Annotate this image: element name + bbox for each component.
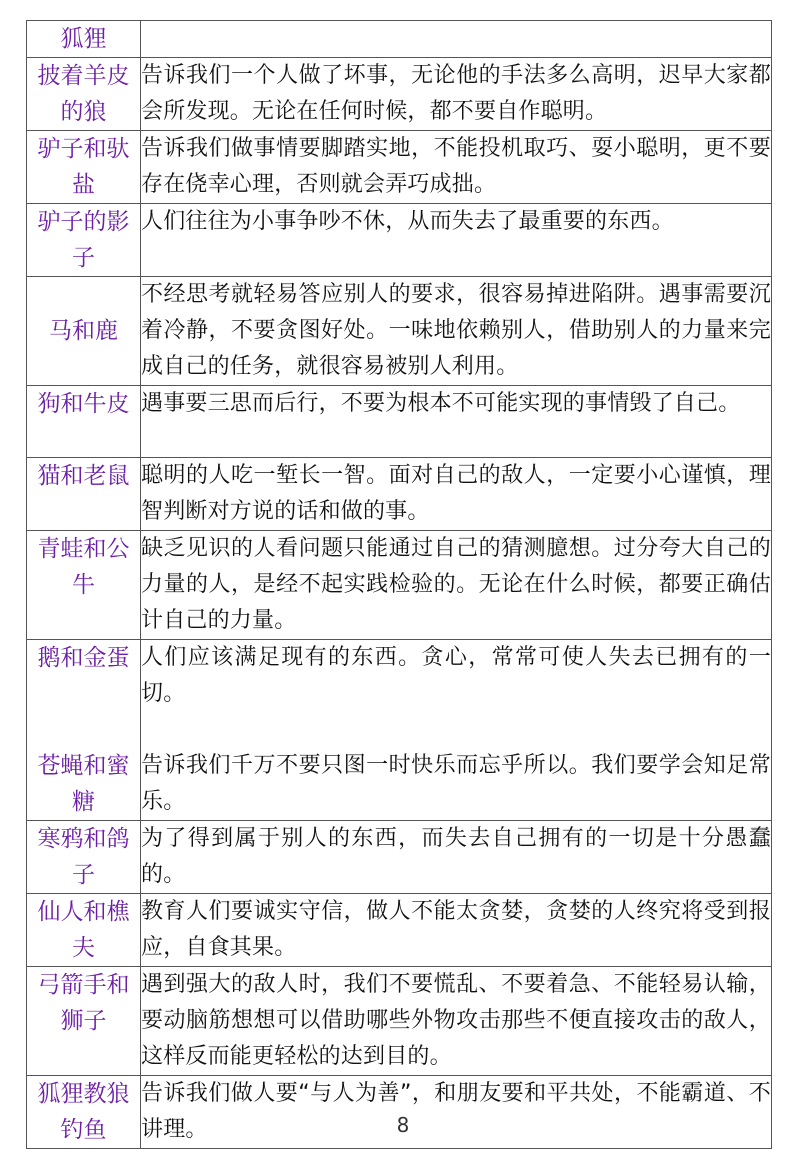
fable-title: 披着羊皮的狼: [27, 58, 141, 131]
table-row: [27, 204, 772, 277]
fable-moral: 聪明的人吃一堑长一智。面对自己的敌人，一定要小心谨慎，理智判断对方说的话和做的事。: [141, 458, 772, 531]
table-row: [27, 131, 772, 204]
fable-title: 狐狸: [27, 21, 141, 58]
fable-moral: 人们应该满足现有的东西。贪心，常常可使人失去已拥有的一切。: [141, 645, 771, 706]
fable-moral: 为了得到属于别人的东西，而失去自己拥有的一切是十分愚蠢的。: [141, 821, 772, 894]
fable-title: 驴子的影子: [27, 204, 141, 277]
table-row: [27, 531, 772, 640]
spacer: [141, 712, 771, 748]
fable-title: 驴子和驮盐: [27, 131, 141, 204]
fable-title: 弓箭手和狮子: [27, 967, 141, 1076]
fable-moral: 缺乏见识的人看问题只能通过自己的猜测臆想。过分夸大自己的力量的人，是经不起实践检验的。无论在什么时候，都要正确估计自己的力量。: [141, 531, 772, 640]
fable-moral: 遇到强大的敌人时，我们不要慌乱、不要着急、不能轻易认输，要动脑筋想想可以借助哪些外物攻击那些不便直接攻击的敌人，这样反而能更轻松的达到目的。: [141, 967, 772, 1076]
fable-moral-pair: [141, 640, 772, 821]
fable-moral: 告诉我们做事情要脚踏实地，不能投机取巧、耍小聪明，更不要存在侥幸心理，否则就会弄巧成拙。: [141, 131, 772, 204]
fable-title: 狗和牛皮: [27, 386, 141, 458]
fable-morals-table: [26, 20, 772, 1149]
fable-title: 仙人和樵夫: [27, 894, 141, 967]
fable-moral: 告诉我们做人要“与人为善”，和朋友要和平共处，不能霸道、不讲理。: [141, 1076, 772, 1149]
fable-title: 狐狸教狼钓鱼: [27, 1076, 141, 1149]
fable-moral: 教育人们要诚实守信，做人不能太贪婪，贪婪的人终究将受到报应，自食其果。: [141, 894, 772, 967]
table-row: [27, 458, 772, 531]
spacer: [27, 712, 140, 748]
table-row: [27, 1076, 772, 1149]
fable-moral: 告诉我们千万不要只图一时快乐而忘乎所以。我们要学会知足常乐。: [141, 753, 771, 814]
table-row: [27, 967, 772, 1076]
fable-moral: 遇事要三思而后行，不要为根本不可能实现的事情毁了自己。: [141, 386, 772, 458]
fable-title: 鹅和金蛋: [37, 645, 130, 671]
fable-moral: 告诉我们一个人做了坏事，无论他的手法多么高明，迟早大家都会所发现。无论在任何时候，都不要自作聪明。: [141, 58, 772, 131]
fable-title: 猫和老鼠: [27, 458, 141, 531]
fable-moral: 不经思考就轻易答应别人的要求，很容易掉进陷阱。遇事需要沉着冷静，不要贪图好处。一味地依赖别人，借助别人的力量来完成自己的任务，就很容易被别人利用。: [141, 277, 772, 386]
fable-moral: [141, 21, 772, 58]
table-row: [27, 821, 772, 894]
table-row: [27, 386, 772, 458]
fable-morals-sheet: [26, 20, 772, 1149]
fable-title: 苍蝇和蜜糖: [37, 753, 130, 815]
page-number: 8: [396, 1113, 410, 1137]
table-row: [27, 894, 772, 967]
table-row: [27, 21, 772, 58]
fable-title: 马和鹿: [27, 277, 141, 386]
table-row: [27, 640, 772, 821]
table-row: [27, 277, 772, 386]
fable-title: 寒鸦和鸽子: [27, 821, 141, 894]
fable-title: 青蛙和公牛: [27, 531, 141, 640]
table-row: [27, 58, 772, 131]
fable-title-pair: [27, 640, 141, 821]
fable-moral: 人们往往为小事争吵不休，从而失去了最重要的东西。: [141, 204, 772, 277]
spacer: [27, 676, 140, 712]
